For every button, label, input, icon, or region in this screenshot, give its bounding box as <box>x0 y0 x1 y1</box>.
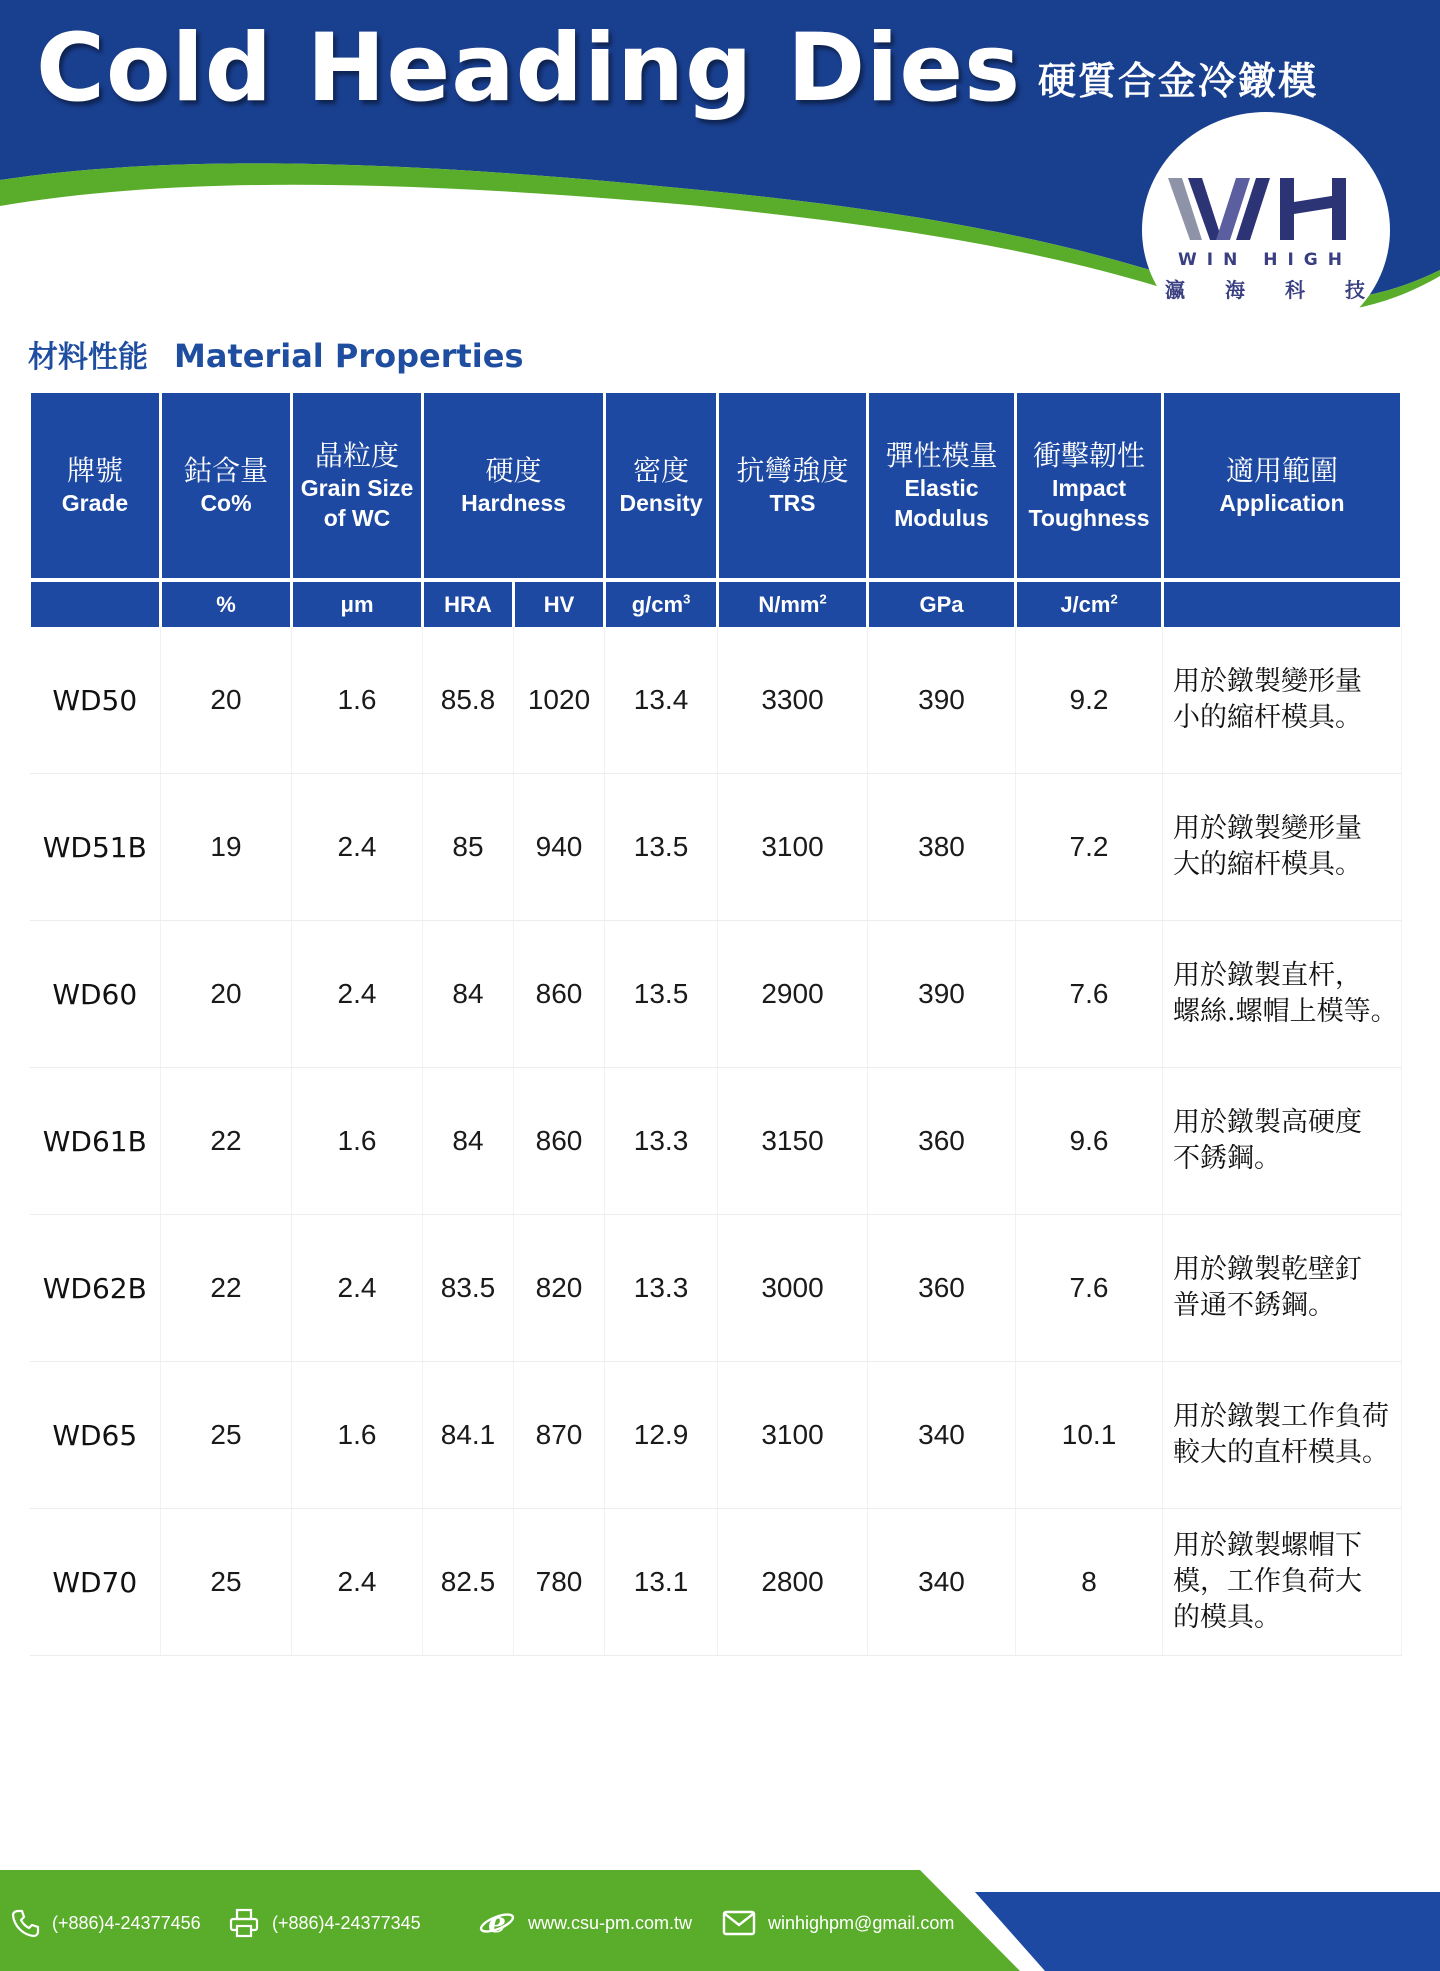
density-cell: 12.9 <box>605 1362 718 1509</box>
elastic-cell: 340 <box>868 1509 1016 1656</box>
grade-cell: WD51B <box>30 774 161 921</box>
cobalt-cell: 25 <box>161 1509 292 1656</box>
elastic-cell: 390 <box>868 627 1016 774</box>
application-line: 較大的直杆模具。 <box>1173 1437 1390 1468</box>
application-line: 用於鐓製螺帽下 <box>1173 1530 1363 1561</box>
impact-cell: 7.6 <box>1016 921 1163 1068</box>
material-properties-table <box>28 393 1403 1656</box>
header-grade: 牌號 Grade <box>30 393 161 580</box>
grade-cell: WD61B <box>30 1068 161 1215</box>
logo-char: 瀛 <box>1165 278 1185 302</box>
application-cell <box>1163 774 1402 921</box>
density-cell: 13.1 <box>605 1509 718 1656</box>
footer-email[interactable] <box>722 1908 954 1938</box>
unit-trs: $N/mm^2$ <box>718 580 868 627</box>
footer-website[interactable] <box>478 1908 692 1938</box>
application-line: 用於鐓製變形量 <box>1173 666 1363 697</box>
cobalt-cell: 25 <box>161 1362 292 1509</box>
hv-cell: 860 <box>514 921 605 1068</box>
hra-cell: 82.5 <box>423 1509 514 1656</box>
trs-cell: 2800 <box>718 1509 868 1656</box>
trs-cell: 3100 <box>718 774 868 921</box>
table-row <box>30 1362 1402 1509</box>
application-cell <box>1163 1068 1402 1215</box>
application-cell <box>1163 1215 1402 1362</box>
application-line: 螺絲.螺帽上模等。 <box>1173 996 1398 1027</box>
header-grain-size: 晶粒度 Grain Size of WC <box>292 393 423 580</box>
elastic-cell: 360 <box>868 1068 1016 1215</box>
unit-impact-toughness: $J/cm^2$ <box>1016 580 1163 627</box>
header-cobalt: 鈷含量 Co% <box>161 393 292 580</box>
unit-hv: HV <box>514 580 605 627</box>
application-line: 小的縮杆模具。 <box>1173 702 1363 733</box>
header-trs: 抗彎強度 TRS <box>718 393 868 580</box>
svg-text:e: e <box>488 1906 506 1939</box>
hra-cell: 85 <box>423 774 514 921</box>
density-cell: 13.3 <box>605 1068 718 1215</box>
hv-cell: 870 <box>514 1362 605 1509</box>
fax-number: (+886)4-24377345 <box>272 1912 421 1933</box>
elastic-cell: 340 <box>868 1362 1016 1509</box>
density-cell: 13.5 <box>605 921 718 1068</box>
header-density: 密度 Density <box>605 393 718 580</box>
impact-cell: 10.1 <box>1016 1362 1163 1509</box>
table-row <box>30 1215 1402 1362</box>
table-row <box>30 1068 1402 1215</box>
footer-fax <box>228 1908 421 1938</box>
application-line: 不銹鋼。 <box>1173 1143 1282 1174</box>
hra-cell: 83.5 <box>423 1215 514 1362</box>
grade-cell: WD70 <box>30 1509 161 1656</box>
hra-cell: 84 <box>423 921 514 1068</box>
density-cell: 13.4 <box>605 627 718 774</box>
hv-cell: 1020 <box>514 627 605 774</box>
grade-cell: WD62B <box>30 1215 161 1362</box>
application-line: 用於鐓製工作負荷 <box>1173 1401 1390 1432</box>
email-icon <box>722 1909 756 1937</box>
logo-text-zh <box>1165 274 1365 303</box>
logo-char: 科 <box>1285 278 1305 302</box>
web-browser-icon <box>478 1906 516 1940</box>
trs-cell: 3000 <box>718 1215 868 1362</box>
impact-cell: 7.6 <box>1016 1215 1163 1362</box>
density-cell: 13.5 <box>605 774 718 921</box>
impact-cell: 7.2 <box>1016 774 1163 921</box>
grain-cell: 1.6 <box>292 1068 423 1215</box>
unit-application <box>1163 580 1402 627</box>
grain-cell: 2.4 <box>292 1215 423 1362</box>
application-cell <box>1163 627 1402 774</box>
hv-cell: 820 <box>514 1215 605 1362</box>
logo-text-en: WIN HIGH <box>1178 250 1352 270</box>
footer-background <box>0 1870 1440 1971</box>
impact-cell: 9.2 <box>1016 627 1163 774</box>
unit-grain-size: μm <box>292 580 423 627</box>
table-units-row <box>30 580 1402 627</box>
application-cell <box>1163 1362 1402 1509</box>
unit-hra: HRA <box>423 580 514 627</box>
header-application: 適用範圍 Application <box>1163 393 1402 580</box>
grain-cell: 2.4 <box>292 1509 423 1656</box>
header-hardness: 硬度 Hardness <box>423 393 605 580</box>
section-title-zh: 材料性能 <box>28 340 148 375</box>
cobalt-cell: 22 <box>161 1068 292 1215</box>
hra-cell: 84 <box>423 1068 514 1215</box>
trs-cell: 3300 <box>718 627 868 774</box>
trs-cell: 3150 <box>718 1068 868 1215</box>
table-row <box>30 627 1402 774</box>
cobalt-cell: 20 <box>161 627 292 774</box>
grade-cell: WD50 <box>30 627 161 774</box>
elastic-cell: 390 <box>868 921 1016 1068</box>
website-link[interactable]: www.csu-pm.com.tw <box>528 1912 693 1933</box>
application-line: 用於鐓製直杆， <box>1173 960 1363 991</box>
table-header-row <box>30 393 1402 580</box>
table-row <box>30 774 1402 921</box>
cobalt-cell: 19 <box>161 774 292 921</box>
page-subtitle-zh: 硬質合金冷鐓模 <box>1038 59 1319 103</box>
grade-cell: WD65 <box>30 1362 161 1509</box>
phone-number: (+886)4-24377456 <box>52 1912 201 1933</box>
elastic-cell: 360 <box>868 1215 1016 1362</box>
email-link[interactable]: winhighpm@gmail.com <box>768 1912 955 1933</box>
table-row <box>30 921 1402 1068</box>
header-elastic-modulus: 彈性模量 Elastic Modulus <box>868 393 1016 580</box>
unit-elastic-modulus: GPa <box>868 580 1016 627</box>
table-row <box>30 1509 1402 1656</box>
application-cell <box>1163 921 1402 1068</box>
page-title: Cold Heading Dies <box>36 14 1022 123</box>
grain-cell: 2.4 <box>292 774 423 921</box>
application-line: 用於鐓製變形量 <box>1173 813 1363 844</box>
hra-cell: 85.8 <box>423 627 514 774</box>
cobalt-cell: 22 <box>161 1215 292 1362</box>
unit-density: $g/cm^3$ <box>605 580 718 627</box>
logo-char: 技 <box>1345 278 1365 302</box>
application-line: 模，工作負荷大 <box>1173 1566 1363 1597</box>
trs-cell: 2900 <box>718 921 868 1068</box>
density-cell: 13.3 <box>605 1215 718 1362</box>
hv-cell: 940 <box>514 774 605 921</box>
hv-cell: 780 <box>514 1509 605 1656</box>
grade-cell: WD60 <box>30 921 161 1068</box>
win-high-logo-icon <box>1168 174 1358 244</box>
section-title <box>28 332 524 376</box>
grain-cell: 1.6 <box>292 1362 423 1509</box>
footer-phone <box>10 1908 201 1938</box>
hv-cell: 860 <box>514 1068 605 1215</box>
application-cell <box>1163 1509 1402 1656</box>
unit-cobalt: % <box>161 580 292 627</box>
unit-grade <box>30 580 161 627</box>
hra-cell: 84.1 <box>423 1362 514 1509</box>
phone-icon <box>10 1908 40 1938</box>
application-line: 大的縮杆模具。 <box>1173 849 1363 880</box>
grain-cell: 2.4 <box>292 921 423 1068</box>
application-line: 的模具。 <box>1173 1602 1282 1633</box>
application-line: 用於鐓製乾壁釘 <box>1173 1254 1363 1285</box>
impact-cell: 8 <box>1016 1509 1163 1656</box>
elastic-cell: 380 <box>868 774 1016 921</box>
trs-cell: 3100 <box>718 1362 868 1509</box>
header-impact-toughness: 衝擊韌性 Impact Toughness <box>1016 393 1163 580</box>
impact-cell: 9.6 <box>1016 1068 1163 1215</box>
application-line: 用於鐓製高硬度 <box>1173 1107 1363 1138</box>
logo-char: 海 <box>1225 278 1245 302</box>
fax-icon <box>228 1907 260 1939</box>
cobalt-cell: 20 <box>161 921 292 1068</box>
grain-cell: 1.6 <box>292 627 423 774</box>
application-line: 普通不銹鋼。 <box>1173 1290 1336 1321</box>
section-title-en: Material Properties <box>174 337 524 375</box>
